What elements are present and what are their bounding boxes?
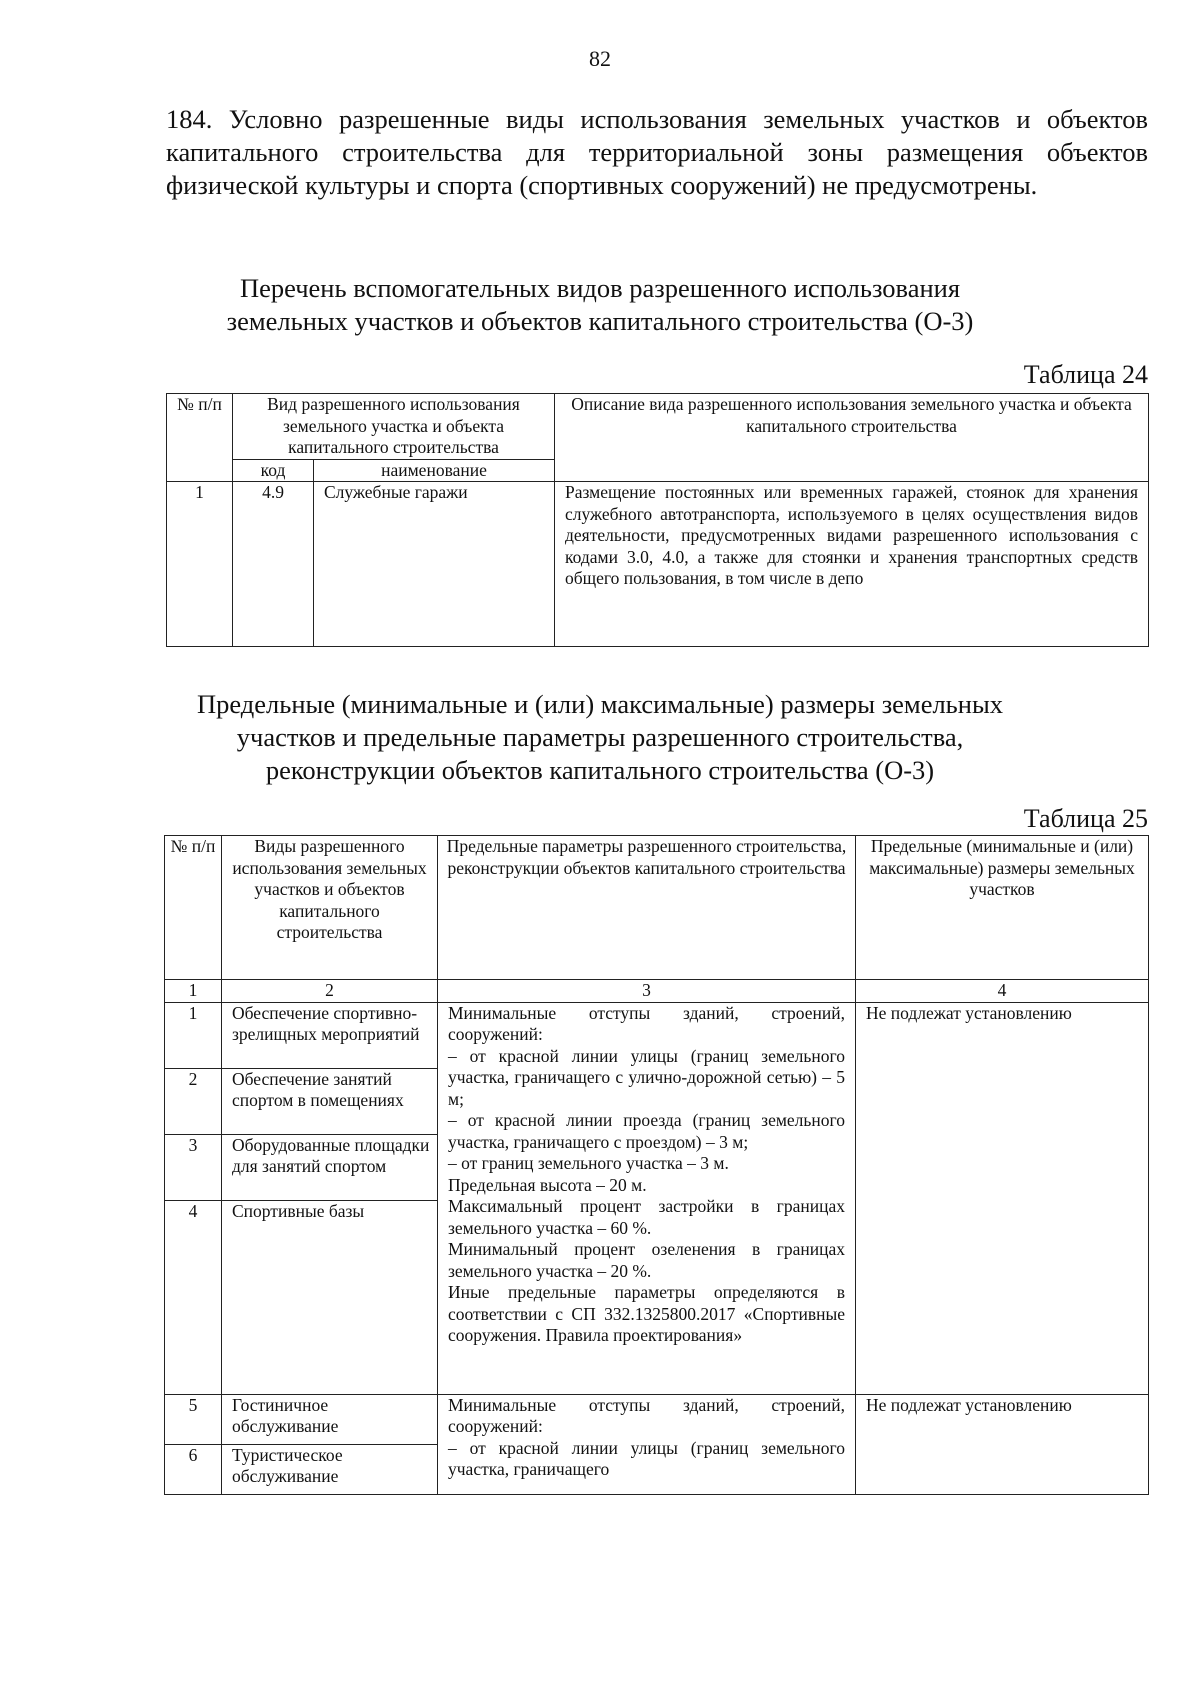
- table25-row-name: Оборудованные площадки для занятий спортом: [222, 1134, 438, 1200]
- table24-caption: Таблица 24: [1023, 360, 1148, 389]
- table25-row-name: Туристическое обслуживание: [222, 1444, 438, 1494]
- table25-params-line: – от границ земельного участка – 3 м.: [448, 1153, 729, 1173]
- page-number: 82: [589, 46, 611, 71]
- table25-row-name: Обеспечение занятий спортом в помещениях: [222, 1068, 438, 1134]
- table25-row-num: 1: [165, 1002, 222, 1068]
- table25-header-sizes: Предельные (минимальные и (или) максимальные) размеры земельных участков: [856, 836, 1149, 980]
- table25-heading-line3: реконструкции объектов капитального строительства (О-3): [265, 755, 935, 785]
- table24-heading-line2: земельных участков и объектов капитального строительства (О-3): [226, 306, 974, 336]
- table-24: [166, 393, 1149, 647]
- table25-params-line: – от красной линии улицы (границ земельного участка, граничащего: [448, 1437, 845, 1479]
- table-row: [167, 482, 1149, 647]
- table25-group1-sizes: Не подлежат установлению: [856, 1002, 1149, 1394]
- table25-row-num: 2: [165, 1068, 222, 1134]
- table25-column-numbers: [165, 980, 1149, 1003]
- table25-colnum: 2: [222, 980, 438, 1003]
- paragraph-184: 184. Условно разрешенные виды использования земельных участков и объектов капитального строительства для территориальной зоны размещения объектов физической культуры и спорта (спортивных сооружений) не предусмотрены.: [166, 104, 1148, 200]
- table25-params-line: Минимальные отступы зданий, строений, сооружений:: [448, 1002, 845, 1044]
- table25-row-num: 3: [165, 1134, 222, 1200]
- table25-group1-params: [438, 1002, 856, 1394]
- table25-row-name: Спортивные базы: [222, 1200, 438, 1394]
- table25-params-line: Предельная высота – 20 м.: [448, 1174, 647, 1195]
- table24-header-kind: Вид разрешенного использования земельного участка и объекта капитального строительства: [233, 394, 555, 460]
- table25-params-line: – от красной линии проезда (границ земельного участка, граничащего с проездом) – 3 м;: [448, 1110, 845, 1152]
- table25-row-name: Гостиничное обслуживание: [222, 1394, 438, 1444]
- table24-heading: [0, 272, 1200, 338]
- table25-params-line: Иные предельные параметры определяются в соответствии с СП 332.1325800.2017 «Спортивные сооружения. Правила проектирования»: [448, 1282, 845, 1345]
- table-25: [164, 835, 1149, 1495]
- table25-params-line: Минимальный процент озеленения в границах земельного участка – 20 %.: [448, 1239, 845, 1281]
- table25-group2-params: [438, 1394, 856, 1494]
- table24-row-name: Служебные гаражи: [314, 482, 555, 647]
- table25-header-kinds: Виды разрешенного использования земельных участков и объектов капитального строительства: [222, 836, 438, 980]
- table25-header-params: Предельные параметры разрешенного строительства, реконструкции объектов капитального строительства: [438, 836, 856, 980]
- table25-params-line: Минимальные отступы зданий, строений, сооружений:: [448, 1394, 845, 1436]
- table25-heading-line2: участков и предельные параметры разрешенного строительства,: [236, 722, 964, 752]
- table24-header-num: № п/п: [167, 394, 233, 482]
- table24-header-code: код: [233, 459, 314, 482]
- table25-row-num: 6: [165, 1444, 222, 1494]
- table25-row-num: 4: [165, 1200, 222, 1394]
- table25-params-line: – от красной линии улицы (границ земельного участка, граничащего с улично-дорожной сетью) – 5 м;: [448, 1045, 845, 1109]
- table24-row-num: 1: [167, 482, 233, 647]
- table24-heading-line1: Перечень вспомогательных видов разрешенного использования: [239, 273, 961, 303]
- table-row: [165, 1394, 1149, 1444]
- table25-row-num: 5: [165, 1394, 222, 1444]
- table25-row-name: Обеспечение спортивно-зрелищных мероприятий: [222, 1002, 438, 1068]
- table25-colnum: 3: [438, 980, 856, 1003]
- table25-heading-line1: Предельные (минимальные и (или) максимальные) размеры земельных: [196, 689, 1004, 719]
- table25-params-line: Максимальный процент застройки в границах земельного участка – 60 %.: [448, 1196, 845, 1238]
- table25-heading: [0, 688, 1200, 787]
- table25-group2-sizes: Не подлежат установлению: [856, 1394, 1149, 1494]
- table24-header-description: Описание вида разрешенного использования земельного участка и объекта капитального строительства: [555, 394, 1149, 482]
- table24-header-name: наименование: [314, 459, 555, 482]
- table24-row-code: 4.9: [233, 482, 314, 647]
- table25-colnum: 4: [856, 980, 1149, 1003]
- table-row: [165, 1002, 1149, 1068]
- table25-colnum: 1: [165, 980, 222, 1003]
- table25-header-num: № п/п: [165, 836, 222, 980]
- table24-row-description: Размещение постоянных или временных гаражей, стоянок для хранения служебного автотранспорта, используемого в целях осуществления видов деятельности, предусмотренных видами разрешенного использования с кодами 3.0, 4.0, а также для стоянки и хранения транспортных средств общего пользования, в том числе в депо: [555, 482, 1149, 647]
- table25-caption: Таблица 25: [1023, 804, 1148, 833]
